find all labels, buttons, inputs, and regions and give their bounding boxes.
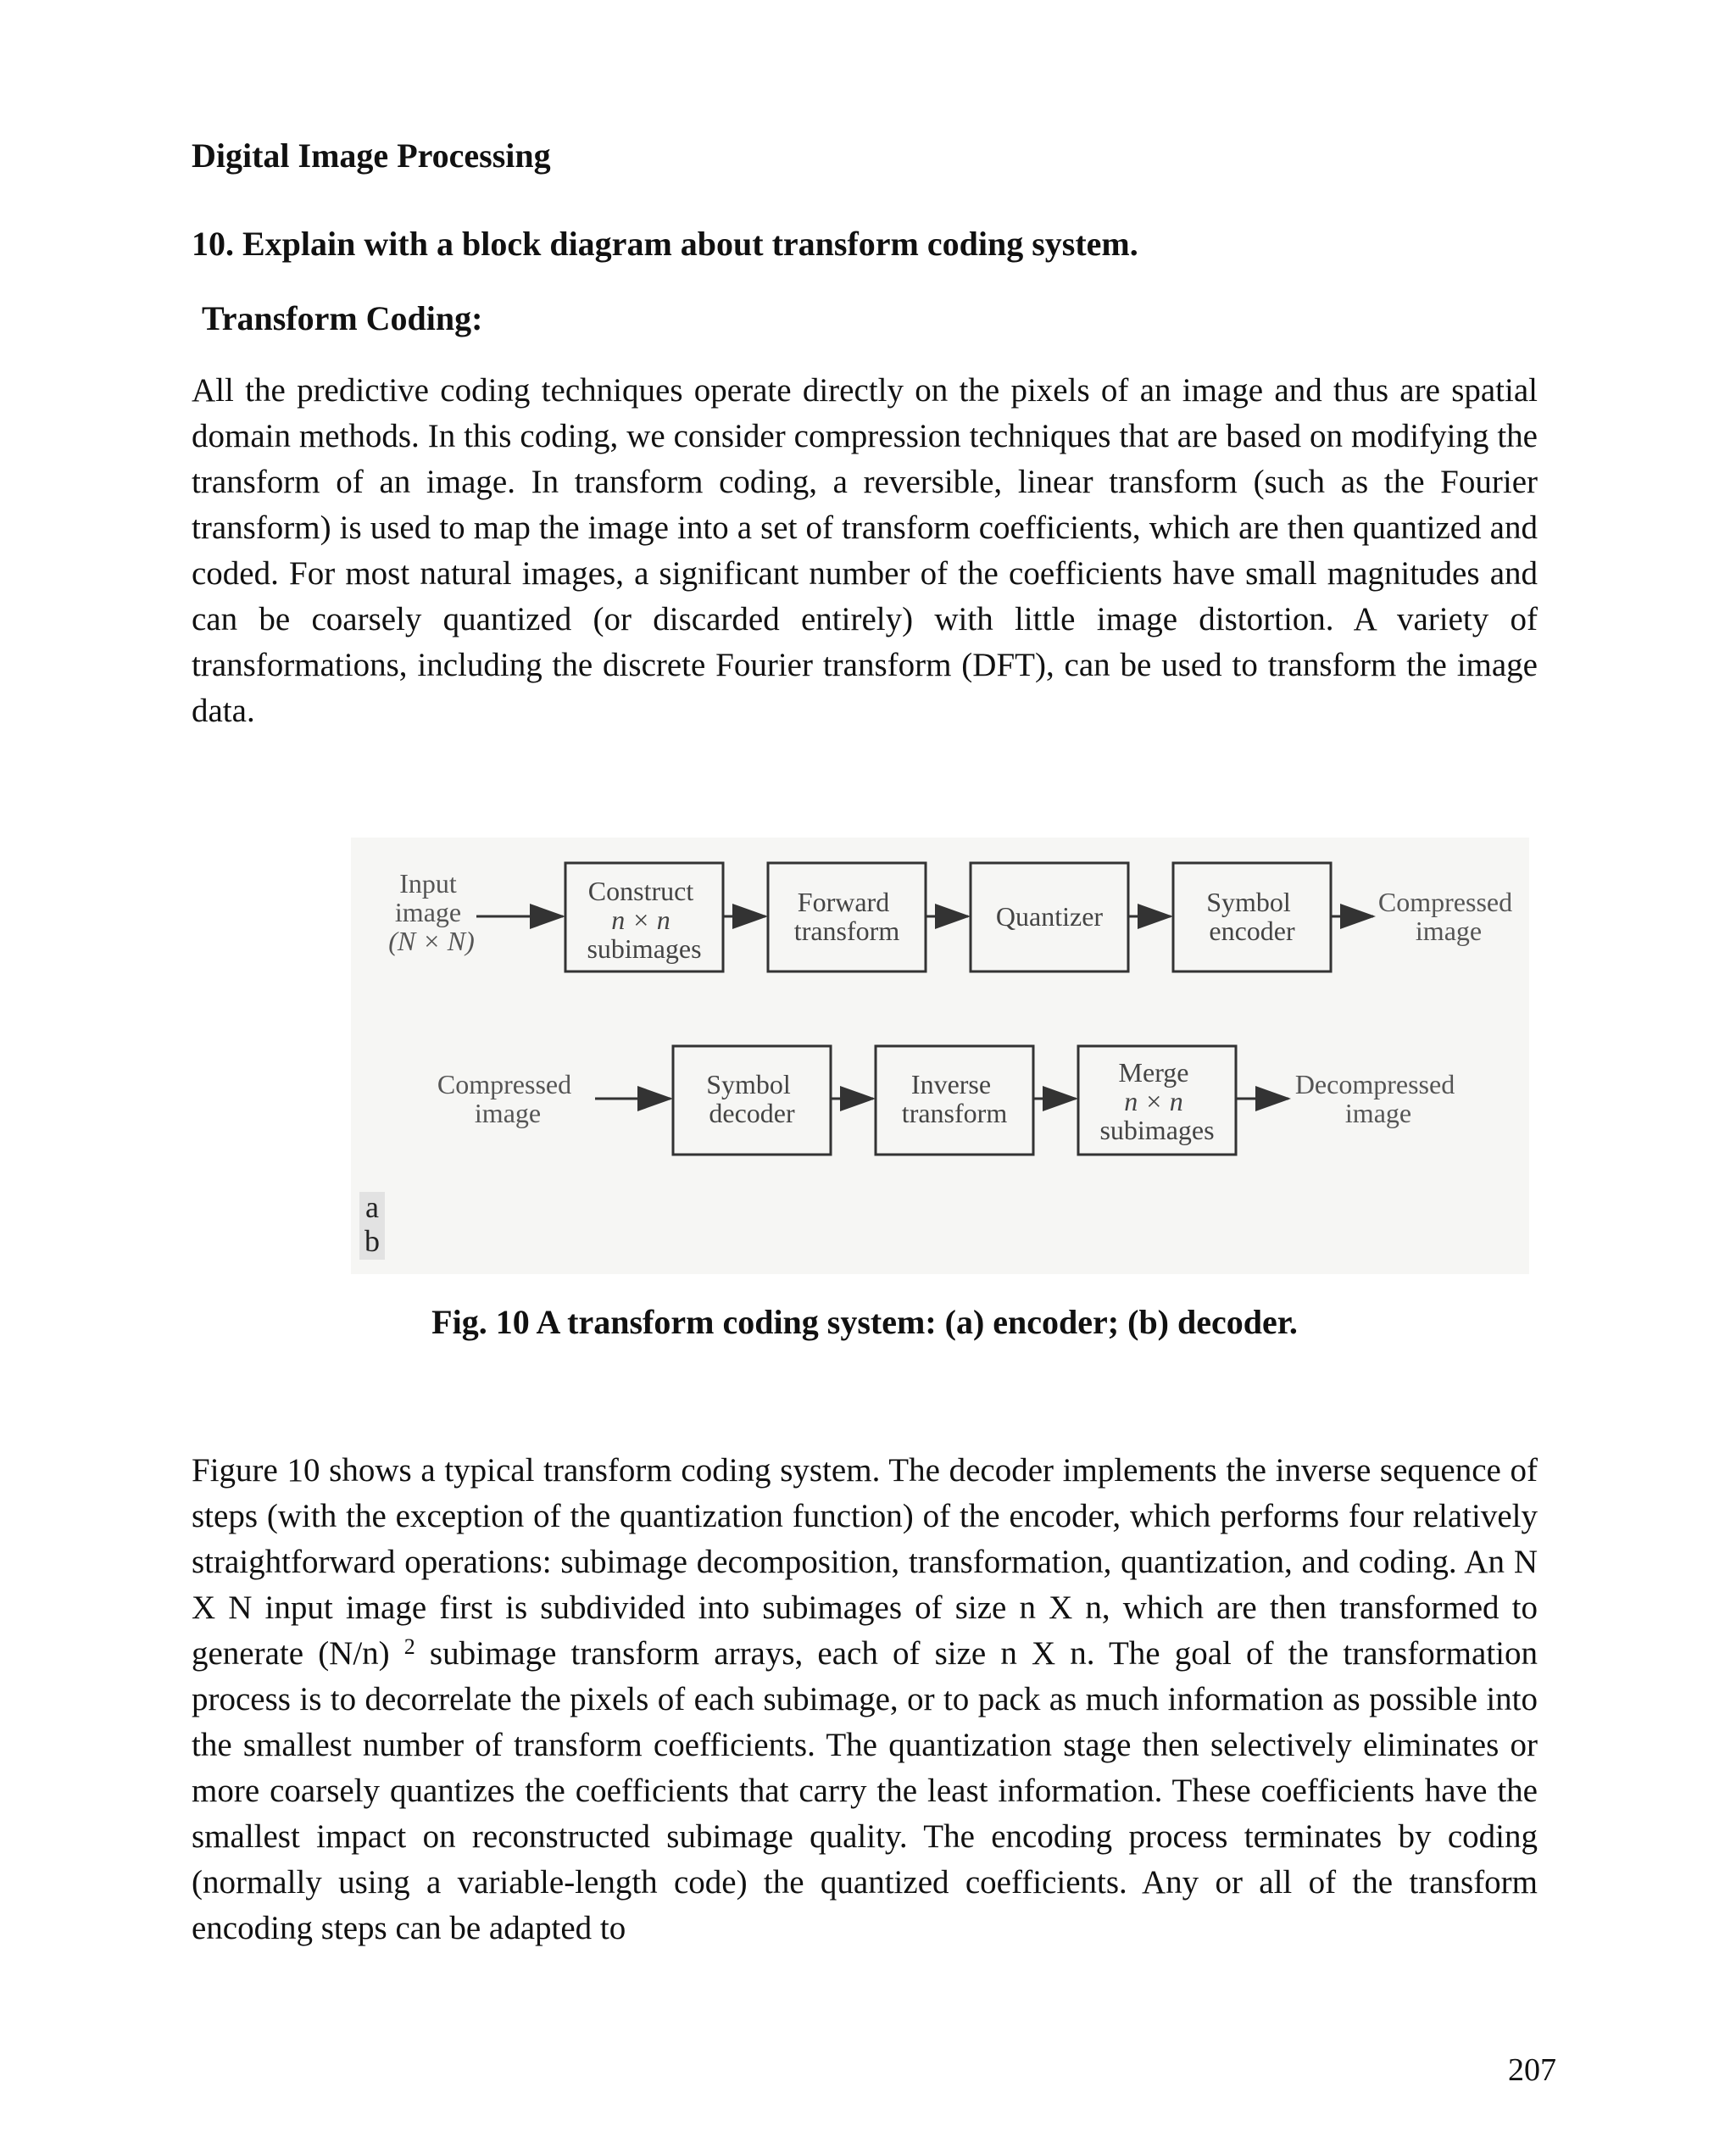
explanation-paragraph: Figure 10 shows a typical transform coding system. The decoder implements the inverse sequence of steps (with the exception of the quantization function) of the encoder, which performs four relatively straightforward operations: subimage decomposition, transformation, quantization, and coding. An N X N input image first is subdivided into subimages of size n X n, which are then transformed to generate (N/n) $^2$ subimage transform arrays, each of size n X n. The goal of the transformation process is to decorrelate the pixels of each subimage, or to pack as much information as possible into the smallest number of transform coefficients. The quantization stage then selectively eliminates or more coarsely quantizes the coefficients that carry the least information. These coefficients have the smallest impact on reconstructed subimage quality. The encoding process terminates by coding (normally using a variable-length code) the quantized coefficients. Any or all of the transform encoding steps can be adapted to — [192, 1452, 1538, 1946]
merge-subimages-label: Merge n × n subimages — [1099, 1057, 1215, 1145]
decoder-input-label: Compressed image — [437, 1069, 572, 1128]
figure-caption: Fig. 10 A transform coding system: (a) encoder; (b) decoder. — [431, 1303, 1298, 1341]
encoder-output-label: Compressed image — [1377, 887, 1513, 946]
quantizer-label: Quantizer — [995, 901, 1104, 932]
panel-tag-a: a — [365, 1190, 379, 1224]
course-title: Digital Image Processing — [192, 136, 551, 175]
block-diagram — [351, 838, 1529, 1274]
construct-subimages-label: Construct n × n subimages — [587, 876, 702, 964]
inverse-transform-label: Inverse transform — [901, 1069, 1008, 1128]
decoder-output-label: Decompressed image — [1294, 1069, 1455, 1128]
panel-tag-b: b — [364, 1224, 380, 1258]
forward-transform-label: Forward transform — [793, 887, 900, 946]
page-number: 207 — [1508, 2052, 1556, 2088]
question-heading: 10. Explain with a block diagram about transform coding system. — [192, 225, 1138, 263]
symbol-decoder-label: Symbol decoder — [706, 1069, 795, 1128]
intro-paragraph: All the predictive coding techniques operate directly on the pixels of an image and thus are spatial domain methods. In this coding, we consider compression techniques that are based on modifying the transform of an image. In transform coding, a reversible, linear transform (such as the Fourier transform) is used to map the image into a set of transform coefficients, which are then quantized and coded. For most natural images, a significant number of the coefficients have small magnitudes and can be coarsely quantized (or discarded entirely) with little image distortion. A variety of transformations, including the discrete Fourier transform (DFT), can be used to transform the image data. — [192, 372, 1538, 729]
encoder-input-label: Input image (N × N) — [388, 868, 475, 956]
transform-coding-figure — [351, 838, 1529, 1274]
symbol-encoder-label: Symbol encoder — [1206, 887, 1295, 946]
section-title: Transform Coding: — [202, 299, 483, 337]
